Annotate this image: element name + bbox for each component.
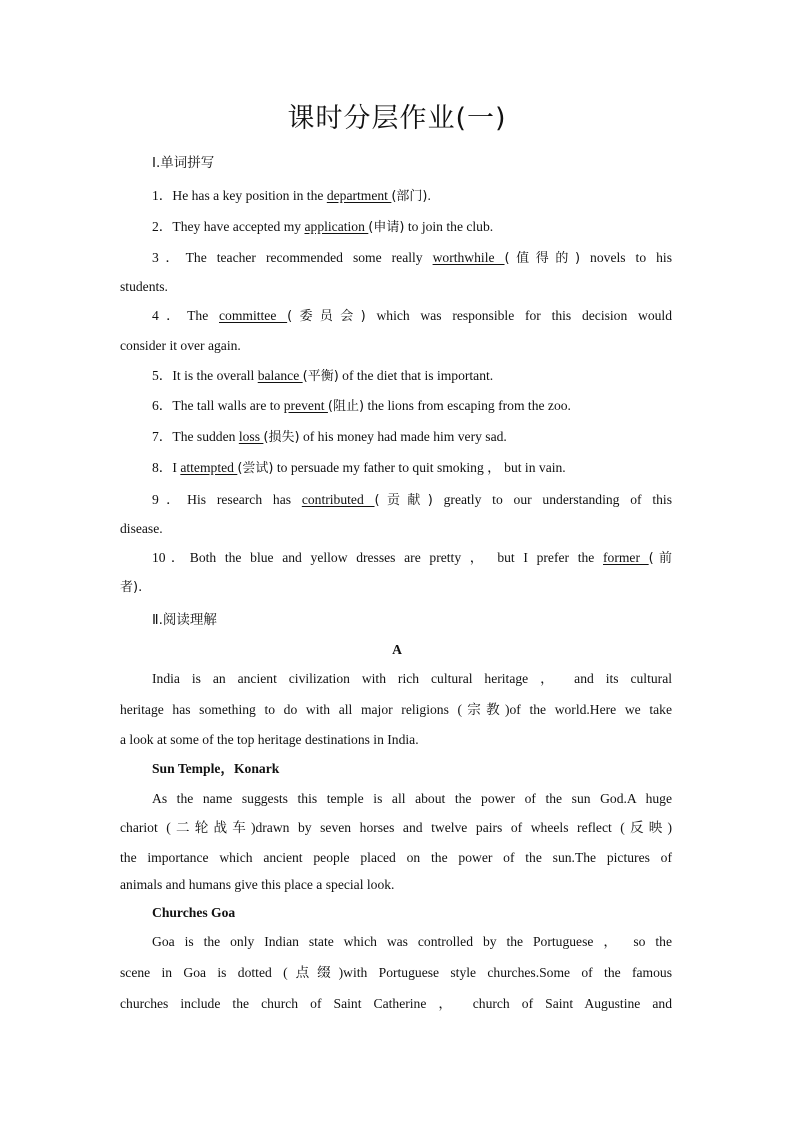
exercise-item-4 bbox=[152, 306, 672, 327]
chinese-hint: (尝试) bbox=[237, 461, 274, 476]
item-text: the lions from escaping from the zoo. bbox=[364, 398, 571, 413]
item-text: of his money had made him very sad. bbox=[299, 429, 507, 444]
passage-line: Goa is the only Indian state which was controlled by the Portuguese ， so the bbox=[152, 934, 672, 949]
item-number: 10． bbox=[152, 550, 190, 565]
exercise-item-2 bbox=[152, 217, 672, 238]
item-text: which was responsible for this decision would bbox=[365, 308, 673, 323]
item-number: 4． bbox=[152, 308, 188, 323]
passage-line: the importance which ancient people placed on the power of the sun.The pictures of bbox=[120, 850, 672, 865]
item-text: The sudden bbox=[172, 429, 239, 444]
answer-word: loss bbox=[238, 429, 264, 444]
page-title: 课时分层作业(一) bbox=[287, 103, 507, 134]
section-heading-reading: Ⅱ.阅读理解 bbox=[152, 612, 217, 628]
passage-line: churches include the church of Saint Catherine ， church of Saint Augustine and bbox=[120, 996, 672, 1011]
item-continuation: students. bbox=[120, 279, 168, 294]
item-text: They have accepted my bbox=[172, 219, 305, 234]
exercise-item-10 bbox=[152, 548, 672, 569]
answer-word: balance bbox=[257, 368, 303, 383]
chinese-hint: (平衡) bbox=[302, 369, 339, 384]
answer-word: prevent bbox=[283, 398, 328, 413]
chinese-hint: (损失) bbox=[263, 430, 300, 445]
passage-line: India is an ancient civilization with rich cultural heritage ， and its cultural bbox=[152, 671, 672, 686]
item-text: greatly to our understanding of this bbox=[432, 492, 672, 507]
exercise-item-9 bbox=[152, 490, 672, 511]
exercise-item-5 bbox=[152, 366, 672, 387]
passage-line: scene in Goa is dotted (点缀)with Portuguese style churches.Some of the famous bbox=[120, 965, 672, 980]
item-number: 9． bbox=[152, 492, 188, 507]
item-continuation: 者). bbox=[120, 580, 143, 595]
item-text: The bbox=[187, 308, 219, 323]
item-text: The tall walls are to bbox=[172, 398, 284, 413]
passage-line: a look at some of the top heritage destinations in India. bbox=[120, 732, 419, 747]
answer-word: worthwhile bbox=[432, 250, 505, 265]
passage-line: chariot (二轮战车)drawn by seven horses and twelve pairs of wheels reflect (反映) bbox=[120, 820, 672, 835]
item-text: He has a key position in the bbox=[172, 188, 327, 203]
exercise-item-8 bbox=[152, 458, 672, 479]
answer-word: attempted bbox=[180, 460, 238, 475]
item-continuation: disease. bbox=[120, 521, 163, 536]
item-number: 2． bbox=[152, 219, 173, 234]
passage-line: animals and humans give this place a special look. bbox=[120, 877, 395, 892]
passage-letter: A bbox=[392, 642, 402, 657]
exercise-item-1 bbox=[152, 186, 672, 207]
passage-subheading-churches-goa: Churches Goa bbox=[152, 905, 236, 920]
item-number: 8． bbox=[152, 460, 173, 475]
item-number: 6． bbox=[152, 398, 173, 413]
item-text: His research has bbox=[187, 492, 302, 507]
item-text: . bbox=[427, 188, 431, 203]
item-number: 1． bbox=[152, 188, 173, 203]
chinese-hint: (值得的) bbox=[504, 251, 581, 266]
item-number: 5． bbox=[152, 368, 173, 383]
item-text: to join the club. bbox=[404, 219, 494, 234]
passage-line: As the name suggests this temple is all about the power of the sun God.A huge bbox=[152, 791, 672, 806]
chinese-hint: (贡献) bbox=[374, 493, 433, 508]
item-text: The teacher recommended some really bbox=[185, 250, 433, 265]
item-number: 3． bbox=[152, 250, 186, 265]
exercise-item-3 bbox=[152, 248, 672, 269]
chinese-hint: (前 bbox=[648, 551, 673, 566]
exercise-item-7 bbox=[152, 427, 672, 448]
answer-word: contributed bbox=[301, 492, 375, 507]
passage-line: heritage has something to do with all major religions (宗教)of the world.Here we take bbox=[120, 702, 672, 717]
chinese-hint: (申请) bbox=[368, 220, 405, 235]
item-text: I bbox=[172, 460, 181, 475]
item-continuation: consider it over again. bbox=[120, 338, 241, 353]
item-text: It is the overall bbox=[172, 368, 258, 383]
item-number: 7． bbox=[152, 429, 173, 444]
answer-word: committee bbox=[219, 308, 288, 323]
chinese-hint: (委员会) bbox=[287, 309, 366, 324]
chinese-hint: (阻止) bbox=[327, 399, 365, 414]
answer-word: application bbox=[304, 219, 369, 234]
item-text: novels to his bbox=[580, 250, 672, 265]
item-text: of the diet that is important. bbox=[338, 368, 494, 383]
answer-word: former bbox=[603, 550, 649, 565]
answer-word: department bbox=[326, 188, 392, 203]
item-text: to persuade my father to quit smoking ， but in vain. bbox=[273, 460, 566, 475]
item-text: Both the blue and yellow dresses are pretty ， but I prefer the bbox=[189, 550, 603, 565]
chinese-hint: (部门) bbox=[391, 189, 428, 204]
passage-subheading-sun-temple: Sun Temple，Konark bbox=[152, 761, 280, 776]
section-heading-spelling: Ⅰ.单词拼写 bbox=[152, 155, 215, 171]
exercise-item-6 bbox=[152, 396, 672, 417]
